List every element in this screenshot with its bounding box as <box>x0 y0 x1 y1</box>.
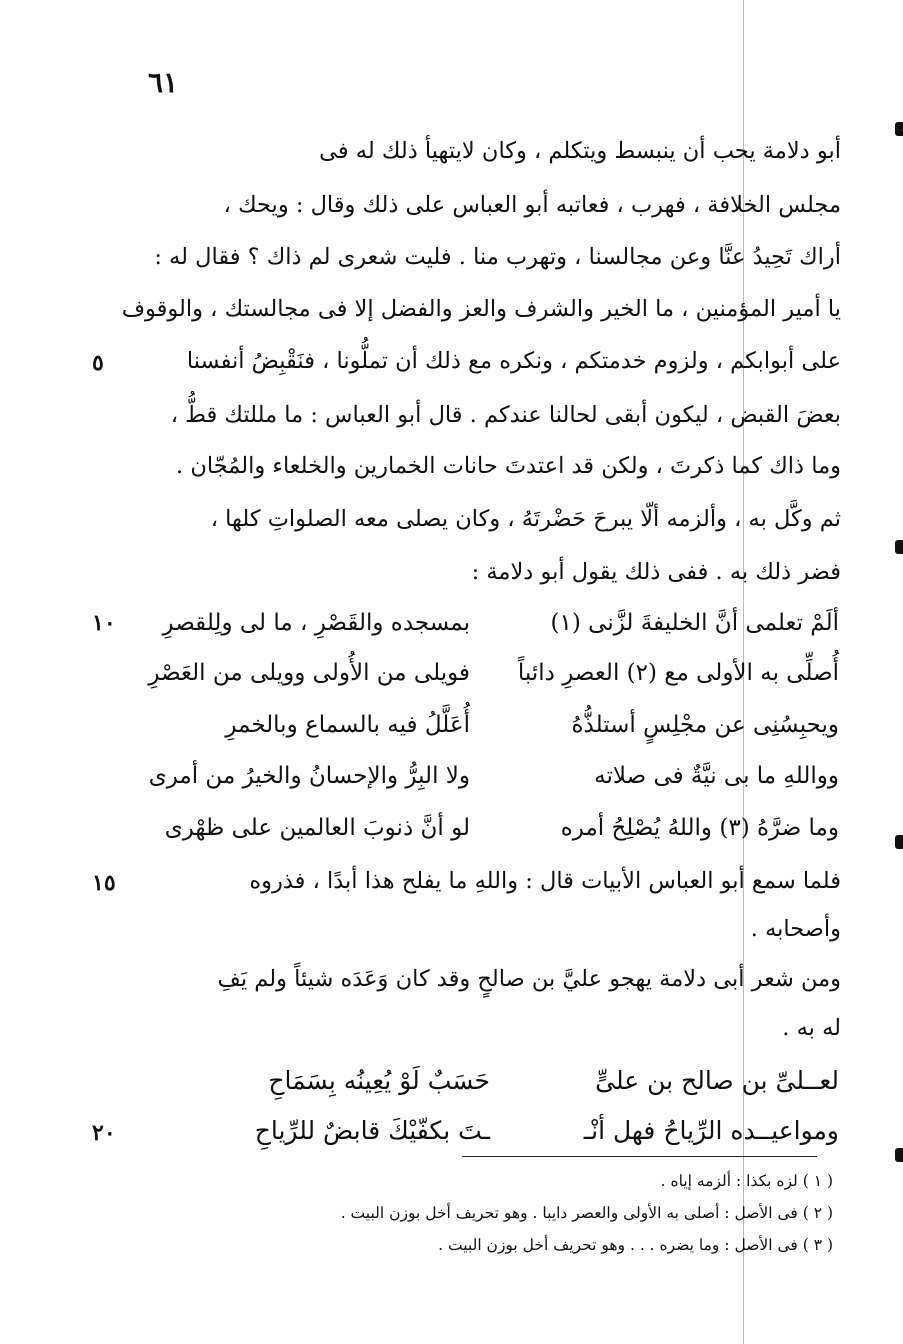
prose-line: له به . <box>782 1015 841 1041</box>
line-number-10: ١٠ <box>92 610 116 636</box>
prose-line: أبو دلامة يحب أن ينبسط ويتكلم ، وكان لايتهيأ ذلك له فى <box>319 138 841 164</box>
edge-mark <box>895 122 903 136</box>
verse-first-hemistich: ومواعيــده الرِّياحُ فهل أنْـ <box>583 1116 839 1145</box>
line-number-20: ٢٠ <box>92 1120 116 1146</box>
prose-line: مجلس الخلافة ، فهرب ، فعاتبه أبو العباس على ذلك وقال : ويحك ، <box>223 192 841 218</box>
edge-mark <box>895 540 903 554</box>
verse-first-hemistich: ألَمْ تعلمى أنَّ الخليفةَ لزَّنى (١) <box>550 610 839 636</box>
prose-line: أراك تَحِيدُ عنَّا وعن مجالسنا ، وتهرب منا . فليت شعرى لم ذاك ؟ فقال له : <box>154 244 841 270</box>
verse-second-hemistich: لو أنَّ ذنوبَ العالمين على ظهْرى <box>164 815 470 841</box>
verse-first-hemistich: وواللهِ ما بى نيَّةٌ فى صلاته <box>594 763 839 789</box>
verse-second-hemistich: حَسَبٌ لَوْ يُعِينُه بِسَمَاحِ <box>268 1066 490 1095</box>
prose-line: وأصحابه . <box>750 916 841 942</box>
prose-line: فضر ذلك به . ففى ذلك يقول أبو دلامة : <box>471 559 841 585</box>
verse-second-hemistich: ـتَ بكفّيْكَ قابضٌ للرِّياحِ <box>254 1116 490 1145</box>
prose-line: فلما سمع أبو العباس الأبيات قال : واللهِ ما يفلح هذا أبدًا ، فذروه <box>249 868 841 894</box>
verse-second-hemistich: ولا البِرُّ والإحسانُ والخيرُ من أمرى <box>148 763 470 789</box>
line-number-15: ١٥ <box>92 870 116 896</box>
verse-first-hemistich: وما ضرَّهُ (٣) واللهُ يُصْلِحُ أمره <box>560 815 839 841</box>
verse-second-hemistich: أُعَلَّلُ فيه بالسماع وبالخمرِ <box>225 712 470 738</box>
verse-first-hemistich: ويحبِسُنِى عن مجْلِسٍ أستلذُّهُ <box>571 712 839 738</box>
prose-line: على أبوابكم ، ولزوم خدمتكم ، ونكره مع ذلك أن تملُّونا ، فنَقْبِضُ أنفسنا <box>186 348 841 374</box>
edge-mark <box>895 1148 903 1162</box>
edge-mark <box>895 835 903 849</box>
prose-line: وما ذاك كما ذكرتَ ، ولكن قد اعتدتَ حانات الخمارين والخلعاء والمُجّان . <box>176 453 841 479</box>
footnote: ( ١ ) لزه بكذا : ألزمه إياه . <box>660 1172 833 1190</box>
page-number: ٦١ <box>148 66 179 99</box>
footnote: ( ٢ ) فى الأصل : أصلى به الأولى والعصر دايبا . وهو تحريف أخل بوزن البيت . <box>340 1204 833 1222</box>
prose-line: بعضَ القبض ، ليكون أبقى لحالنا عندكم . قال أبو العباس : ما مللتك قطُّ ، <box>170 402 841 428</box>
prose-line: ومن شعر أبى دلامة يهجو عليَّ بن صالحٍ وقد كان وَعَدَه شيئاً ولم يَفِ <box>217 966 841 992</box>
verse-second-hemistich: بمسجده والقَصْرِ ، ما لى ولِلقصرِ <box>162 610 470 636</box>
prose-line: ثم وكَّل به ، وألزمه ألّا يبرحَ حَضْرتَهُ ، وكان يصلى معه الصلواتِ كلها ، <box>210 506 841 532</box>
footnote-divider <box>462 1156 817 1157</box>
verse-first-hemistich: لعــلىِّ بن صالح بن علىٍّ <box>595 1066 839 1095</box>
verse-second-hemistich: فويلى من الأُولى وويلى من العَصْرِ <box>148 660 470 686</box>
line-number-5: ٥ <box>92 350 104 376</box>
prose-line: يا أمير المؤمنين ، ما الخير والشرف والعز والفضل إلا فى مجالستك ، والوقوف <box>121 296 841 322</box>
footnote: ( ٣ ) فى الأصل : وما يضره . . . وهو تحريف أخل بوزن البيت . <box>438 1236 833 1254</box>
verse-first-hemistich: أُصلِّى به الأولى مع (٢) العصرِ دائباً <box>517 660 839 686</box>
